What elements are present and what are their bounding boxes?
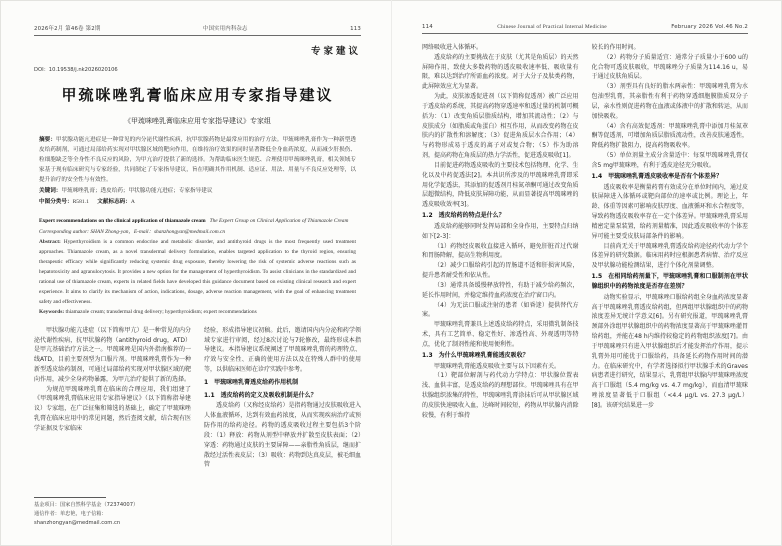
- paragraph: 目前尚无关于甲巯咪唑乳膏透皮给药途径药代动力学个体差异的研究数据。临床用药时应根据患者病情、治疗反应及甲状腺功能检测结果，进行个体化剂量调整。: [591, 242, 748, 270]
- paragraph: （2）减少口服给药引起的胃肠道不适和肝损害风险，提升患者耐受性和依从性。: [422, 262, 579, 280]
- doc-code-value: A: [130, 198, 135, 205]
- keywords-cn-text: 甲巯咪唑乳膏；透皮给药；甲状腺功能亢进症；专家指导建议: [61, 187, 213, 194]
- clc-value: R581.1: [72, 198, 89, 205]
- page1-body-columns: [34, 326, 361, 528]
- paragraph: 为规范甲巯咪唑乳膏在临床的合理应用，我们组建了《甲巯咪唑乳膏临床应用专家指导建议》（以下简称指导建议）专家组，在广泛征集和筛选的基础上，确定了甲巯咪唑乳膏在临床应用中的常见问题，然后查阅文献，结合现有医学证据及专家临床: [34, 385, 191, 432]
- author-group-line: 《甲巯咪唑乳膏临床应用专家指导建议》专家组: [124, 117, 271, 125]
- abstract-cn-text: 甲状腺功能亢进症是一种常见的内分泌代谢性疾病，抗甲状腺药物是最常应用的治疗方法。甲巯咪唑乳膏作为一种新型透皮给药制剂，可通过局部给药实现对甲状腺区域的靶向作用，在维持治疗效果的同时显著降低全身血药浓度，从而减少肝损伤、粒细胞缺乏等全身性不良反应的风险，为甲亢治疗提供了新的选择。为帮助临床医生规范、合理使用甲巯咪唑乳膏，相关领域专家基于现有临床研究与专家经验，共同制定了专家指导建议，旨在明确其作用机制、适应证、用法、用量与不良反应处理等，以提升治疗的安全性与有效性。: [39, 137, 356, 183]
- subsection-heading-1-4: 1.4 甲巯咪唑乳膏透皮吸收率是否有个体差异？: [591, 172, 723, 180]
- subsection-heading-1-5: 1.5 在相同给药剂量下，甲巯咪唑乳膏和口服制剂在甲状腺组织中的药物浓度是否存在差别？: [591, 273, 748, 290]
- subsection-heading-1-2: 1.2 透皮给药的特点是什么？: [422, 212, 505, 220]
- page-114: [391, 0, 782, 546]
- abstract-cn-block: [39, 136, 356, 208]
- author-group-en: The Expert Group on Clinical Application of Thiamazole Cream: [209, 217, 349, 224]
- clc-label: 中图分类号：: [39, 198, 73, 205]
- issue-info-en: February 2026 Vol.46 No.2: [671, 24, 748, 30]
- page2-right-column: [592, 43, 749, 528]
- article-title-en: Expert recommendations on the clinical application of thiamazole cream: [39, 217, 206, 224]
- page-number-113: 113: [350, 26, 361, 32]
- issue-info-cn: 2026年2月 第46卷 第2期: [34, 26, 101, 32]
- keywords-en-label: Keywords:: [39, 308, 66, 315]
- section-heading-1: 1 甲巯咪唑乳膏透皮给药作用机制: [204, 378, 299, 386]
- paragraph: 透皮给药（又称经皮给药）是指药物通过皮肤吸收进入人体血液循环，达到有效血药浓度，从而实现疾病治疗或预防作用的给药途径。药物的透皮吸收过程主要包括3个阶段：（1）释放：药物从剂型中释放并扩散至皮肤表面；（2）穿透：药物通过皮肤的主要屏障——亲脂性角质层，继而扩散经过活性表皮层；（3）吸收：药物到达真皮层，被毛细血管: [204, 402, 361, 469]
- page1-right-column: [204, 326, 361, 528]
- paragraph: 透皮吸收率是衡量药膏有效成分在单位时间内，通过皮肤屏障进入体循环或靶向部位的速率或比例。理论上，年龄、体重等因素可影响皮肤厚度、血液循环和水合程度等，导致药物透皮吸收率存在一定个体差异。甲巯咪唑乳膏采用精密定量泵装置，给药剂量精准，因此透皮吸收率的个体差异可能主要受皮肤局部条件的影响。: [591, 183, 748, 240]
- abstract-cn-paragraph: [39, 136, 356, 186]
- corresponding-author-line: [39, 227, 356, 237]
- subsection-heading-1-1: 1.1 透皮给药的定义及吸收机制是什么？: [204, 391, 317, 399]
- journal-name-cn: 中国实用内科杂志: [202, 26, 248, 32]
- corresponding-author-text: Corresponding author: SHAN Zhong-yan，E-mail：shanzhongyan@medmail.com.cn: [39, 228, 226, 235]
- paragraph: 目前促进药物透皮吸收的主要技术包括物理、化学、生化以及中药促透法[2]。本共识所涉及的甲巯咪唑乳膏即采用化学促透法，其添加的促透剂月桂氮䓬酮可通过改变角质层超微结构，降低皮肤屏障功能，从而显著提高甲巯咪唑的透皮吸收效率[3]。: [422, 161, 579, 209]
- corresponding-footnote: 通信作者：单忠艳，电子信箱：shanzhongyan@medmail.com.cn: [34, 510, 121, 526]
- paragraph: （5）单位剂量主成分含量适中：每泵甲巯咪唑乳膏仅含5 mg甲巯咪唑，有利于透皮途径充分吸收。: [591, 152, 748, 169]
- paragraph: （2）药物分子质量适宜：通常分子质量小于600 u的化合物可透皮肤吸收，甲巯咪唑分子质量为114.16 u，易于通过皮肤角质层。: [591, 53, 748, 81]
- keywords-en-text: thiamazole cream; transdermal drug delivery; hyperthyroidism; expert recommendations: [65, 308, 257, 315]
- footnote-block: [34, 493, 191, 528]
- paragraph: （3）通常具备缓慢释放特性，有助于减少给药频次，延长作用时间，并稳定维持血药浓度在治疗窗口内。: [422, 281, 579, 299]
- paragraph: 经验，形成指导建议初稿。此后，邀请国内内分泌和药学领域专家进行审阅，经过8次讨论与7轮修改，最终形成本指导建议。本指导建议系统阐述了甲巯咪唑乳膏的药理特点、疗效与安全性、正确的使用方法以及在特殊人群中的使用等，以供临床医师在诊疗实践中参考。: [204, 326, 361, 373]
- paragraph: （1）药物经皮吸收直接进入循环，避免肝脏首过代谢和胃肠降解，提高生物利用度。: [422, 242, 579, 260]
- paragraph: 动物实验显示，甲巯咪唑口服给药组全身血药浓度显著高于甲巯咪唑乳膏透皮给药组，但两组甲状腺组织中的药物浓度差异无统计学意义[6]。另有研究报道，甲巯咪唑乳膏颈部外涂组甲状腺组织中的药物浓度显著高于甲巯咪唑灌胃给药组，并能在48 h内维持较稳定的药物组织浓度[7]。由于甲巯咪唑只有进入甲状腺组织后才能发挥治疗作用，提示乳膏外用可能优于口服给药，具备延长药物作用时间的潜力。在临床研究中，有学者选择拟行甲状腺手术的Graves病患者进行研究，结果显示，乳膏组甲状腺内甲巯咪唑浓度高于口服组（5.4 mg/kg vs. 4.7 mg/kg），而血清甲巯咪唑浓度显著低于口服组（<4.4 μg/L vs. 27.3 μg/L）[8]。该研究结果进一步: [591, 293, 748, 409]
- paragraph: 透皮给药的主要挑战在于皮肤（尤其是角质层）的天然屏障作用，致使大多数药物的透皮吸收速率低、吸收量有限，难以达到治疗所需血药浓度。对于大分子及肽类药物，此屏障效应尤为显著。: [422, 53, 579, 91]
- paragraph: 较长的作用时间。: [591, 44, 640, 51]
- paragraph: 甲巯咪唑乳膏能透皮吸收主要与以下因素有关。: [434, 362, 561, 370]
- subsection-heading-1-3: 1.3 为什么甲巯咪唑乳膏能透皮吸收？: [422, 351, 529, 359]
- keywords-cn-label: 关键词：: [39, 187, 62, 194]
- clc-line: [39, 198, 356, 208]
- paragraph: （1）靶部位解剖与药代动力学特点：甲状腺位置表浅、血供丰富，是透皮给药的理想部位。甲巯咪唑具有在甲状腺组织浓集的特性，甲巯咪唑乳膏涂抹后可从甲状腺区域的皮肤快速吸收入血，达峰时间较短，药物从甲状腺内消除较慢，有利于维持: [422, 372, 579, 419]
- keywords-cn-line: [39, 187, 356, 197]
- journal-name-en: Chinese Journal of Practical Internal Medicine: [497, 24, 607, 30]
- page1-running-head: [34, 24, 361, 36]
- keywords-en-line: [39, 307, 356, 317]
- abstract-en-label: Abstract:: [39, 238, 64, 245]
- paragraph: （4）含有高效促透剂：甲巯咪唑乳膏中添加月桂氮䓬酮等促透剂，可增加角质层脂质流动性，改善皮肤通透性，降低药物扩散阻力，提高药物吸收率。: [591, 122, 748, 150]
- paragraph: （4）为无法口服或注射的患者（如昏迷）提供替代方案。: [422, 301, 579, 319]
- article-title-en-line: [39, 216, 356, 226]
- funding-footnote: 基金项目：国家自然科学基金（72374007）: [34, 501, 139, 508]
- paragraph: 透皮给药能够同时发挥局部和全身作用，主要特点归纳如下[2-3]：: [422, 222, 579, 240]
- article-title-cn: 甲巯咪唑乳膏临床应用专家指导建议: [61, 86, 334, 104]
- abstract-en-block: [39, 216, 356, 317]
- page2-running-head: [422, 24, 748, 34]
- paragraph: （3）剂型具有良好的脂水两亲性：甲巯咪唑乳膏为水包油型乳膏，其亲脂性有利于药物穿透细胞膜脂质双分子层，亲水性则促进药物在血液或体液中的扩散和转运，从而加快吸收。: [591, 83, 748, 120]
- abstract-en-paragraph: [39, 237, 356, 307]
- abstract-en-text: Hyperthyroidism is a common endocrine and metabolic disorder, and antithyroid drugs is the most frequently used treatment approaches. Thiamazole cream, as a novel transdermal delivery formulation, enables targeted application to the thyroid region, ensuring therapeutic efficacy while significantly reducing systemic drug exposure, thereby lowering the risk of systemic adverse reactions such as hepatotoxicity and agranulocytosis. It provides a new option for the management of hyperthyroidism. To assist clinicians in the standardized and rational use of thiamazole cream, experts in related fields have developed this guidance document based on existing clinical research and expert experience. It aims to clarify its mechanism of action, indications, dosage, adverse reaction management, with the goal of enhancing treatment safety and effectiveness.: [39, 238, 357, 305]
- page1-left-column: [34, 326, 191, 528]
- section-label: 专家建议: [310, 47, 361, 57]
- paragraph: 网络吸收进入体循环。: [422, 44, 483, 51]
- doc-code-label: 文献标志码：: [97, 198, 131, 205]
- abstract-cn-label: 摘要：: [39, 137, 56, 143]
- page2-left-column: [422, 43, 579, 528]
- page-number-114: 114: [422, 24, 433, 30]
- footnote-rule: [34, 497, 106, 498]
- paragraph: 甲巯咪唑乳膏兼具上述透皮给药特点，采用微乳制备技术，具有工艺简单、稳定性好、渗透性高、外观透明等特点，优化了制剂性能和使用便利性。: [422, 321, 579, 348]
- page2-body-columns: [422, 43, 748, 528]
- doi-line: DOI：10.19538/j.nk2026020106: [34, 67, 118, 73]
- paragraph: 为此，皮肤渗透促进剂（以下简称促透剂）被广泛应用于透皮给药系统，其提高药物穿透速率和透过量的机制可概括为：（1）改变角质层脂质结构，增加其流动性；（2）与皮肤成分（如脂质或角蛋白）相互作用，从而改变药物在皮肤内的扩散性和溶解度；（3）促进角质层水合作用；（4）与药物形成易于透皮的离子对或复合物；（5）作为助溶剂，提高药物在角质层的热力学活性，促进透皮吸收[1]。: [422, 93, 579, 160]
- paragraph: 甲状腺功能亢进症（以下简称甲亢）是一种常见的内分泌代谢性疾病，抗甲状腺药物（antithyroid drug，ATD）是甲亢基础治疗方法之一。甲巯咪唑是国内外指南推荐的一线ATD，目前主要剂型为口服片剂。甲巯咪唑乳膏作为一种新型透皮给药制剂，可通过局部给药实现对甲状腺区域的靶向作用，减少全身药物暴露，为甲亢治疗提供了新的选择。: [34, 326, 191, 383]
